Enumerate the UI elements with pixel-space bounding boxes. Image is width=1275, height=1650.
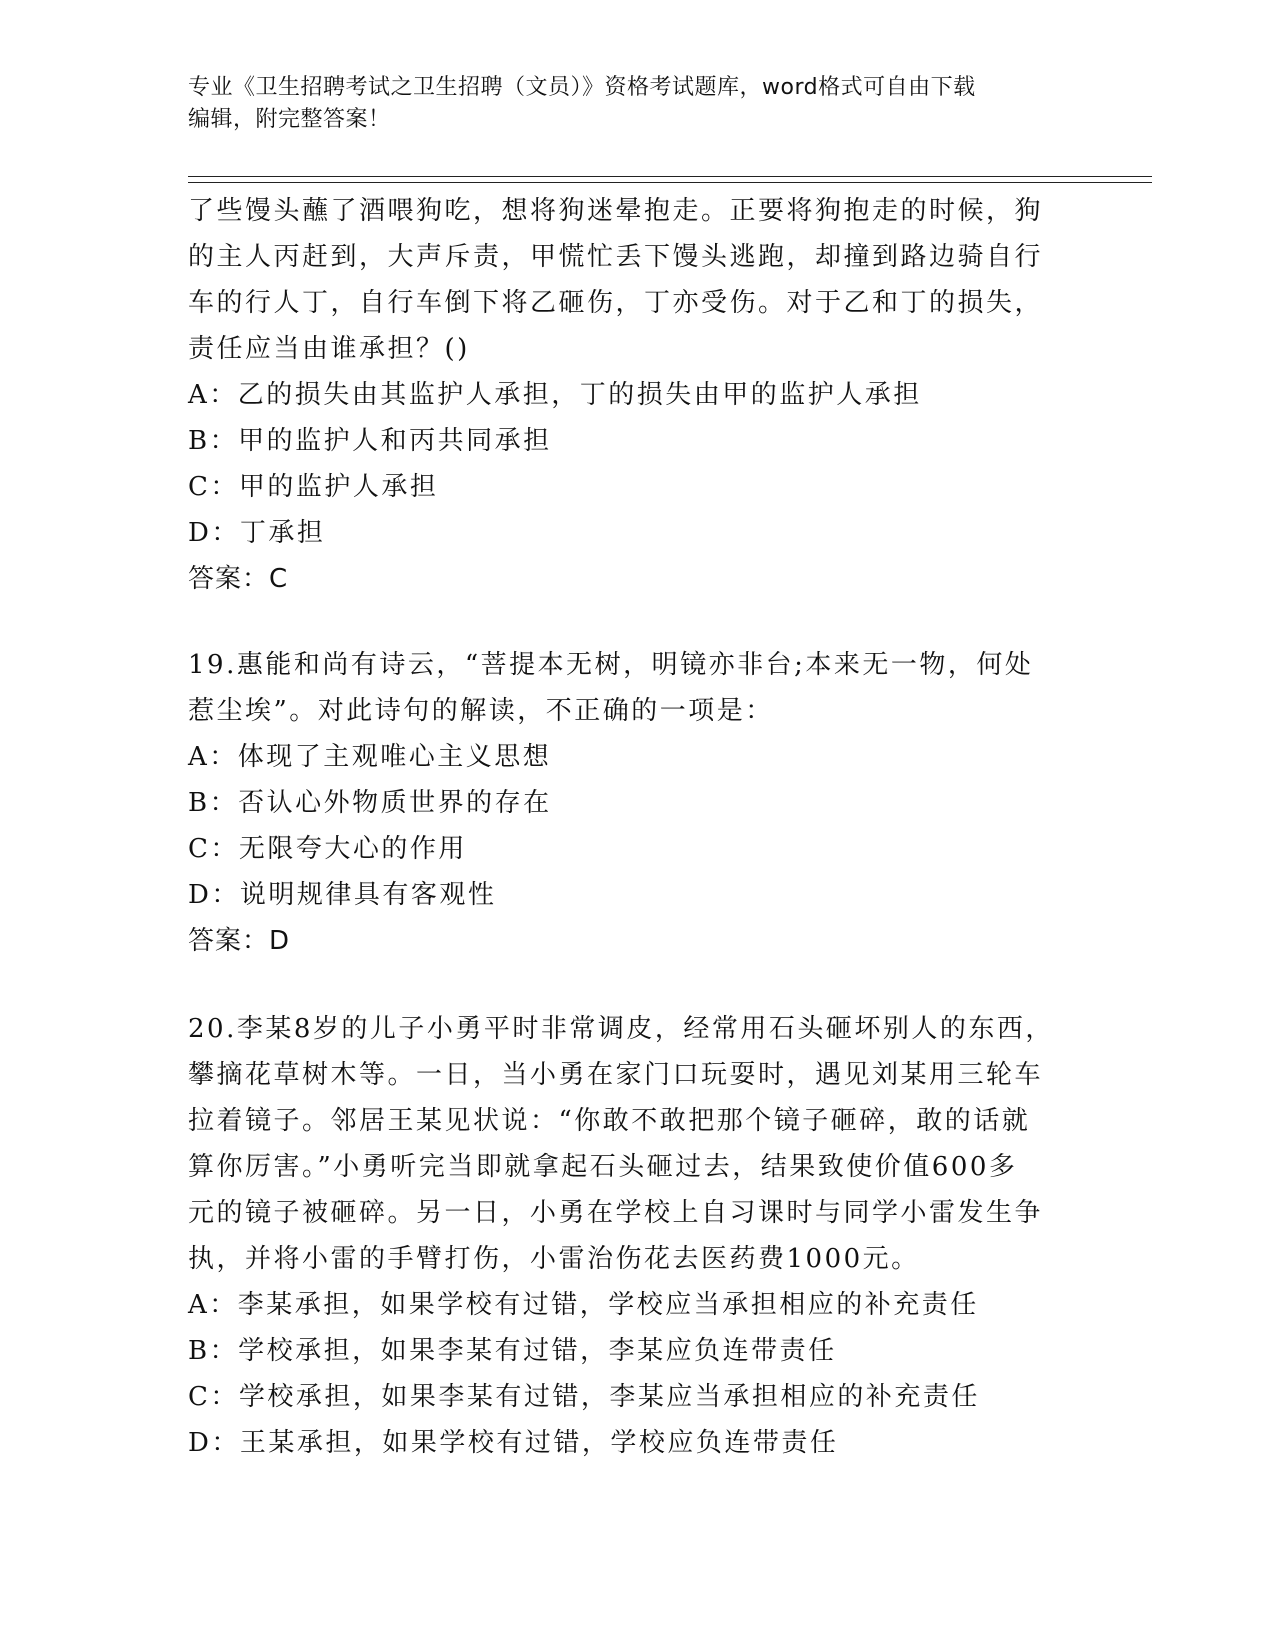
document-body [188, 188, 1088, 1466]
question-stem-line: 拉着镜子。邻居王某见状说：“你敢不敢把那个镜子砸碎，敢的话就 [188, 1106, 1031, 1136]
question-stem-line: 20.李某8岁的儿子小勇平时非常调皮，经常用石头砸坏别人的东西， [188, 1014, 1054, 1044]
answer-line: 答案：C [188, 564, 289, 594]
question-stem-line: 的主人丙赶到，大声斥责，甲慌忙丢下馒头逃跑，却撞到路边骑自行 [188, 242, 1044, 272]
question-stem-line: 责任应当由谁承担？() [188, 334, 470, 364]
question-stem-line: 惹尘埃”。对此诗句的解读，不正确的一项是： [188, 696, 774, 726]
question-spacer [188, 964, 1088, 1006]
question-spacer [188, 602, 1088, 642]
question-stem-line: 19.惠能和尚有诗云，“菩提本无树，明镜亦非台;本来无一物，何处 [188, 650, 1034, 680]
option-b: B：否认心外物质世界的存在 [188, 788, 552, 818]
option-a: A：体现了主观唯心主义思想 [188, 742, 552, 772]
option-a: A：乙的损失由其监护人承担，丁的损失由甲的监护人承担 [188, 380, 922, 410]
header-divider-top [188, 176, 1152, 177]
option-d: D：丁承担 [188, 518, 326, 548]
option-b: B：学校承担，如果李某有过错，李某应负连带责任 [188, 1336, 837, 1366]
option-d: D：王某承担，如果学校有过错，学校应负连带责任 [188, 1428, 839, 1458]
question-stem-line: 攀摘花草树木等。一日，当小勇在家门口玩耍时，遇见刘某用三轮车 [188, 1060, 1044, 1090]
page-header [188, 72, 1088, 136]
header-line-1: 专业《卫生招聘考试之卫生招聘（文员）》资格考试题库，word格式可自由下载 [188, 75, 976, 100]
question-stem-line: 车的行人丁，自行车倒下将乙砸伤，丁亦受伤。对于乙和丁的损失， [188, 288, 1044, 318]
option-c: C：无限夸大心的作用 [188, 834, 467, 864]
option-d: D：说明规律具有客观性 [188, 880, 497, 910]
option-c: C：甲的监护人承担 [188, 472, 439, 502]
option-c: C：学校承担，如果李某有过错，李某应当承担相应的补充责任 [188, 1382, 980, 1412]
option-b: B：甲的监护人和丙共同承担 [188, 426, 552, 456]
question-18 [188, 188, 1088, 602]
question-stem-line: 了些馒头蘸了酒喂狗吃，想将狗迷晕抱走。正要将狗抱走的时候，狗 [188, 196, 1044, 226]
question-20 [188, 1006, 1088, 1466]
question-19 [188, 642, 1088, 964]
question-stem-line: 执，并将小雷的手臂打伤，小雷治伤花去医药费1000元。 [188, 1244, 920, 1274]
header-line-2: 编辑，附完整答案！ [188, 107, 391, 132]
question-stem-line: 算你厉害。”小勇听完当即就拿起石头砸过去，结果致使价值600多 [188, 1152, 1018, 1182]
answer-line: 答案：D [188, 926, 291, 956]
question-stem-line: 元的镜子被砸碎。另一日，小勇在学校上自习课时与同学小雷发生争 [188, 1198, 1044, 1228]
header-divider-bottom [188, 182, 1152, 183]
option-a: A：李某承担，如果学校有过错，学校应当承担相应的补充责任 [188, 1290, 979, 1320]
